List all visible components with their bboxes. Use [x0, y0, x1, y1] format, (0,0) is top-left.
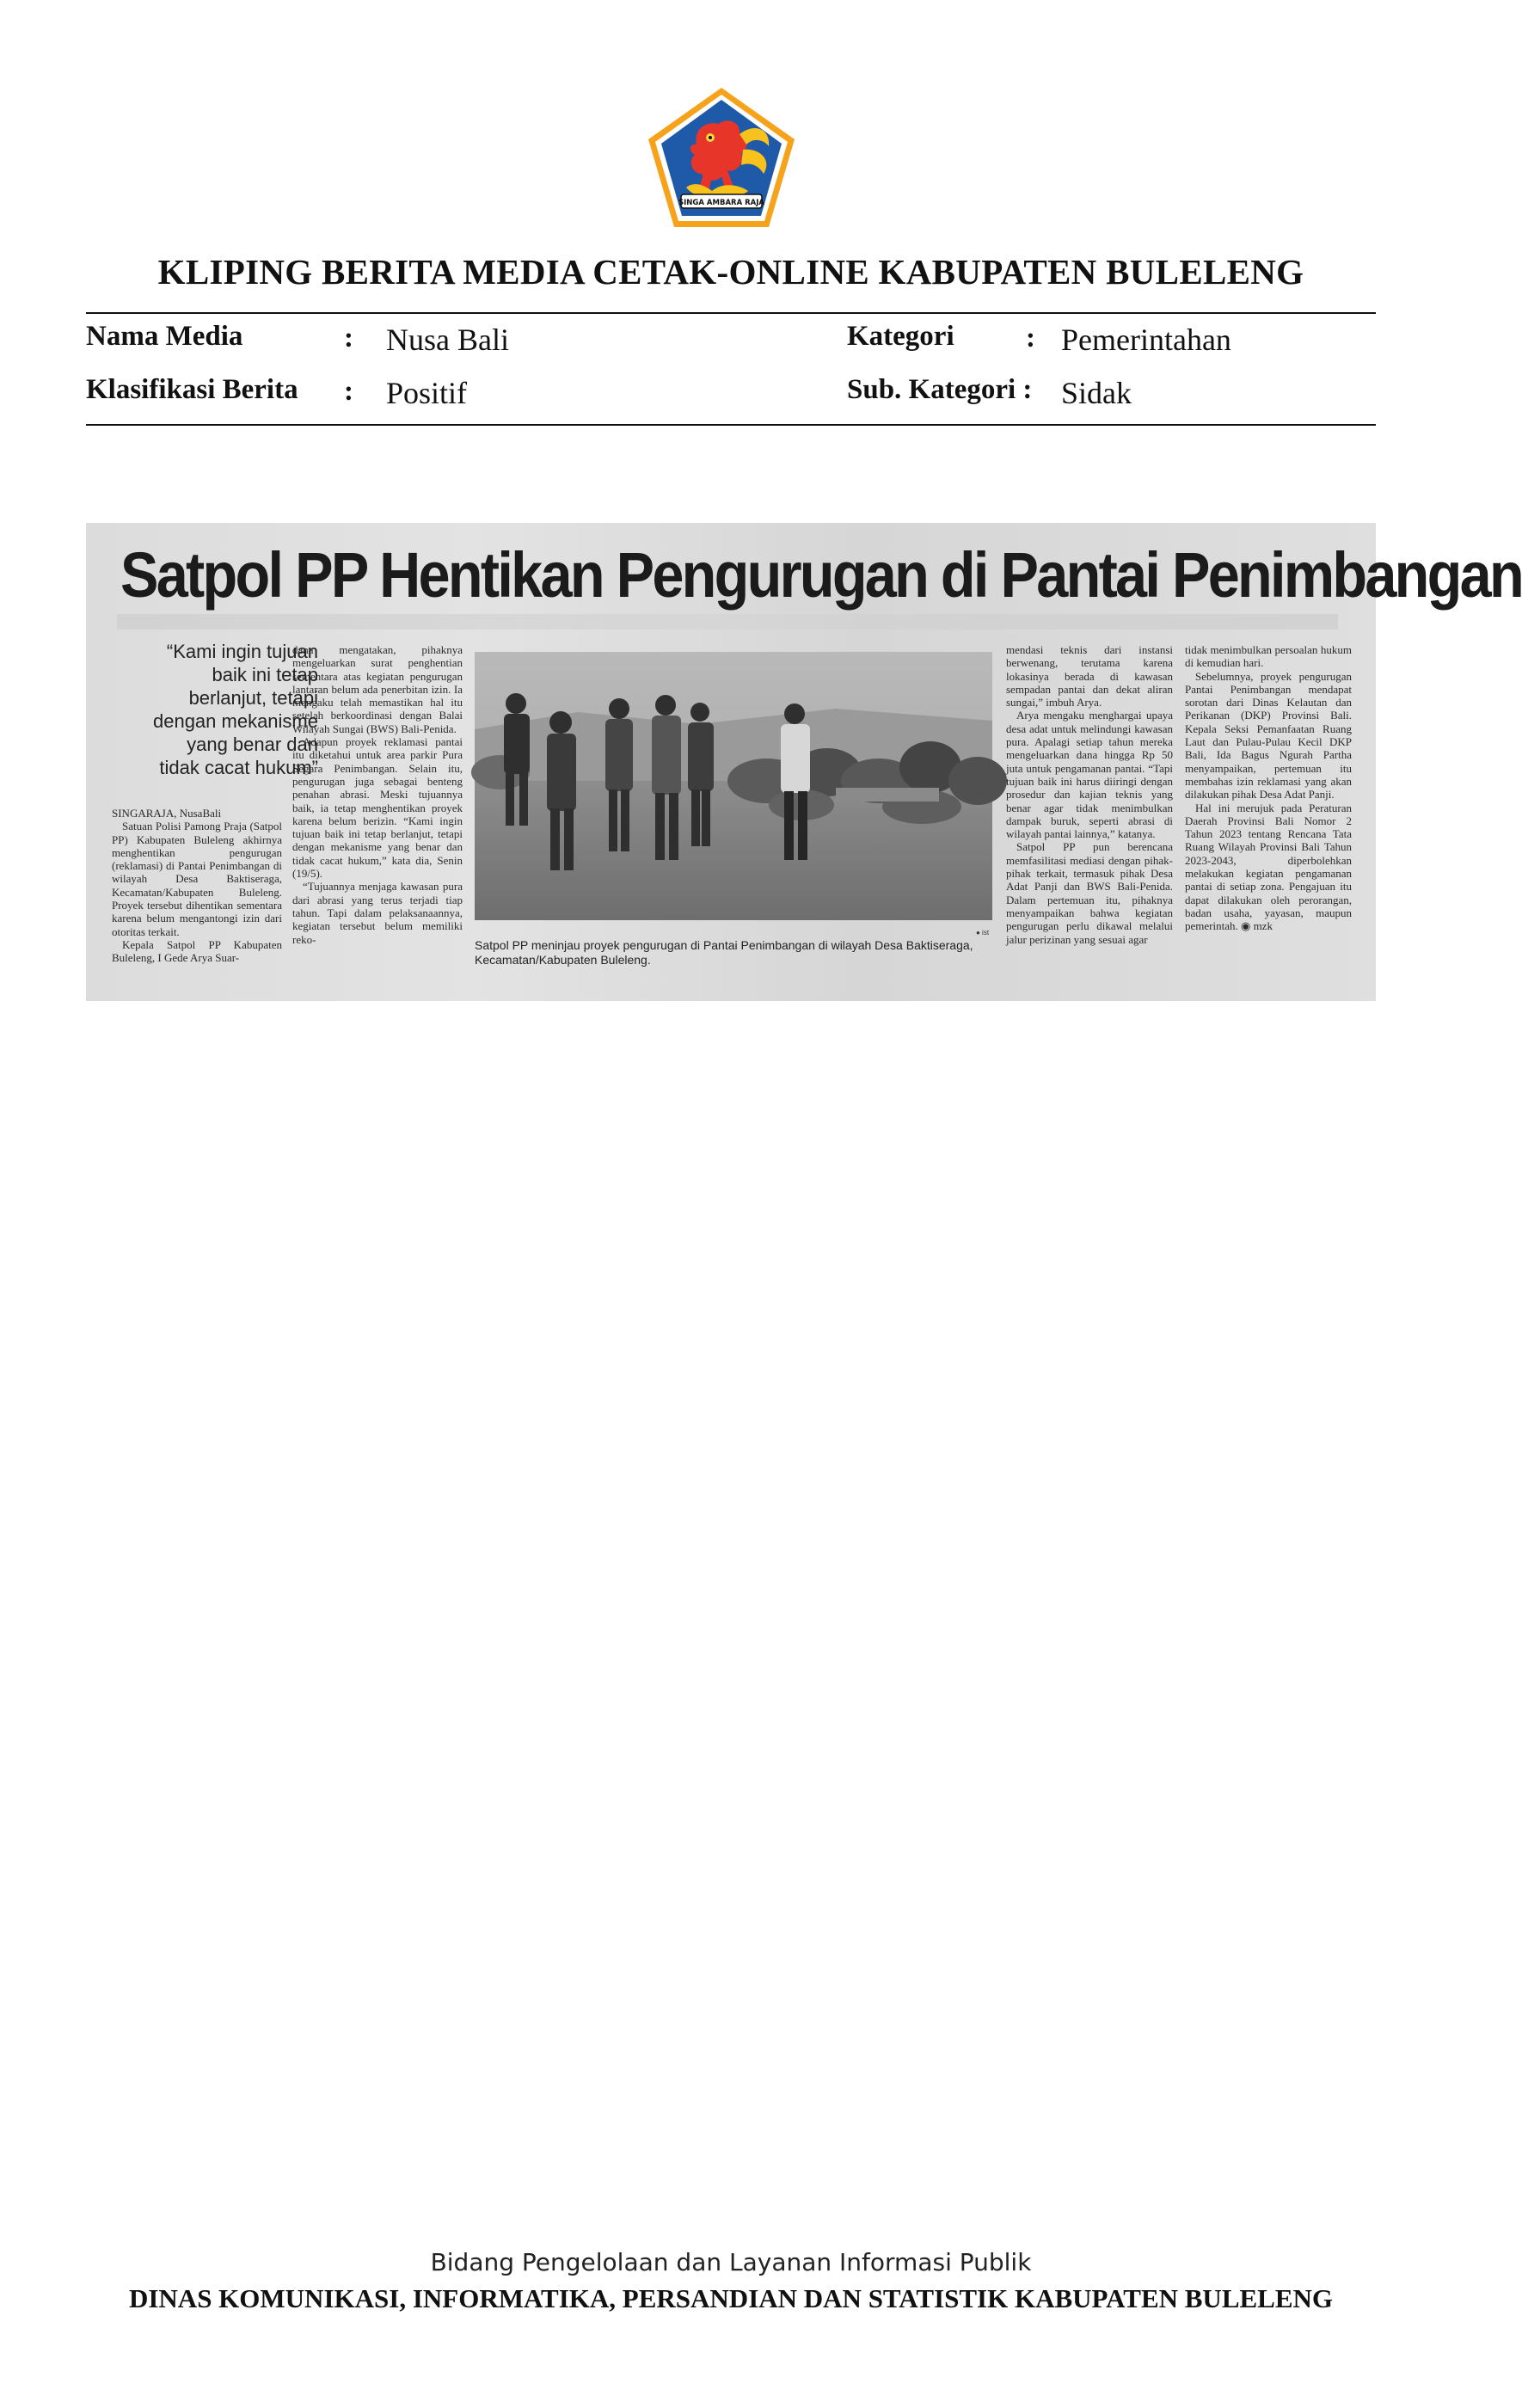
column-paragraph: dana mengatakan, pihaknya mengeluarkan surat penghentian sementara atas kegiatan pengurugan lantaran belum ada penerbitan izin. Ia mengaku telah memastikan hal itu setelah berkoordinasi dengan Balai Wilayah Sungai (BWS) Bali-Penida. [292, 643, 463, 735]
bottom-divider [86, 424, 1376, 426]
media-name-value: Nusa Bali [386, 322, 509, 357]
column-paragraph: “Tujuannya menjaga kawasan pura dari abrasi yang terus terjadi tiap tahun. Tapi dalam pelaksanaannya, kegiatan tersebut belum memiliki reko- [292, 880, 463, 946]
media-name-colon: : [344, 322, 353, 353]
photo-caption: Satpol PP meninjau proyek pengurugan di Pantai Penimbangan di wilayah Desa Baktiseraga, Kecamatan/Kabupaten Buleleng. [475, 938, 973, 967]
classification-label: Klasifikasi Berita [86, 374, 298, 405]
column-paragraph: Satpol PP pun berencana memfasilitasi mediasi dengan pihak-pihak terkait, termasuk pihak Desa Adat Panji dan BWS Bali-Penida. Dalam pertemuan itu, pihaknya menyampaikan bahwa kegiatan pengurugan perlu dikawal melalui jalur perizinan yang sesuai agar [1006, 840, 1173, 946]
newspaper-clipping [86, 523, 1522, 1001]
singa-ambara-raja-emblem-icon [643, 84, 800, 230]
article-column-2 [292, 643, 463, 992]
category-colon: : [1026, 322, 1035, 353]
column-paragraph: Sebelumnya, proyek pengurugan Pantai Penimbangan mendapat sorotan dari Dinas Kelautan dan Perikanan (DKP) Provinsi Bali. Kepala Seksi Pemanfaatan Ruang Laut dan Pulau-Pulau Kecil DKP Bali, Ida Bagus Ngurah Partha menyampaikan, pertemuan itu membahas izin reklamasi yang akan dilakukan pihak Desa Adat Panji. [1185, 669, 1352, 802]
subcategory-value: Sidak [1061, 376, 1132, 410]
top-divider [86, 312, 1376, 314]
column-paragraph: mendasi teknis dari instansi berwenang, terutama karena lokasinya berada di kawasan sempadan pantai dan dekat aliran sungai,” imbuh Arya. [1006, 643, 1173, 710]
column-paragraph: tidak menimbulkan persoalan hukum di kemudian hari. [1185, 643, 1352, 670]
dateline: SINGARAJA, NusaBali [112, 807, 222, 820]
article-headline: Satpol PP Hentikan Pengurugan di Pantai Penimbangan [120, 539, 1522, 611]
footer-division: Bidang Pengelolaan dan Layanan Informasi Publik [430, 2248, 1032, 2276]
classification-colon: : [344, 376, 353, 407]
article-column-4 [1185, 643, 1352, 992]
article-column-3 [1006, 643, 1173, 992]
classification-value: Positif [386, 376, 468, 410]
bleed-through-strip [117, 614, 1338, 630]
media-name-label: Nama Media [86, 321, 243, 352]
footer-agency: DINAS KOMUNIKASI, INFORMATIKA, PERSANDIAN DAN STATISTIK KABUPATEN BULELENG [128, 2283, 1334, 2313]
column-paragraph: Arya mengaku menghargai upaya desa adat untuk melindungi kawasan pura. Apalagi setiap tahun mereka mengeluarkan dana hingga Rp 50 juta untuk pengamanan pantai. “Tapi tujuan baik ini harus diiringi dengan prosedur dan kajian teknis yang benar agar tidak menimbulkan dampak buruk, seperti abrasi di wilayah pantai lainnya,” katanya. [1006, 709, 1173, 841]
photo-credit: ● ist [976, 929, 990, 937]
document-title: KLIPING BERITA MEDIA CETAK-ONLINE KABUPATEN BULELENG [157, 252, 1304, 292]
column-paragraph: Satuan Polisi Pamong Praja (Satpol PP) Kabupaten Buleleng akhirnya menghentikan pengurugan (reklamasi) di Pantai Penimbangan di wilayah Desa Baktiseraga, Kecamatan/Kabupaten Buleleng. Proyek tersebut dihentikan sementara karena belum mengantongi izin dari otoritas terkait. [112, 820, 282, 938]
logo-motto-text: SINGA AMBARA RAJA [678, 199, 764, 207]
subcategory-label: Sub. Kategori : [847, 374, 1033, 405]
article-column-1 [112, 807, 282, 992]
column-paragraph: Hal ini merujuk pada Peraturan Daerah Provinsi Bali Nomor 2 Tahun 2023 tentang Rencana Tata Ruang Wilayah Provinsi Bali Tahun 2023-2043, diperbolehkan melakukan kegiatan pengamanan pantai di setiap zona. Pengajuan itu dapat dilakukan oleh perorangan, badan usaha, yayasan, maupun pemerintah. ◉ mzk [1185, 801, 1352, 933]
article-photo [475, 652, 992, 920]
category-value: Pemerintahan [1061, 322, 1231, 357]
column-paragraph: Adapun proyek reklamasi pantai itu diketahui untuk area parkir Pura Segara Penimbangan. Selain itu, pengurugan juga sebagai benteng penahan abrasi. Meski tujuannya baik, ia tetap menghentikan proyek karena belum berizin. “Kami ingin tujuan baik ini tetap berlanjut, tetapi dengan mekanisme yang benar dan tidak cacat hukum,” kata dia, Senin (19/5). [292, 735, 463, 881]
column-paragraph: Kepala Satpol PP Kabupaten Buleleng, I Gede Arya Suar- [112, 937, 282, 965]
pull-quote: “Kami ingin tujuan baik ini tetap berlanjut, tetapi dengan mekanisme yang benar dan tidak cacat hukum” [152, 641, 318, 778]
category-label: Kategori [847, 321, 954, 352]
